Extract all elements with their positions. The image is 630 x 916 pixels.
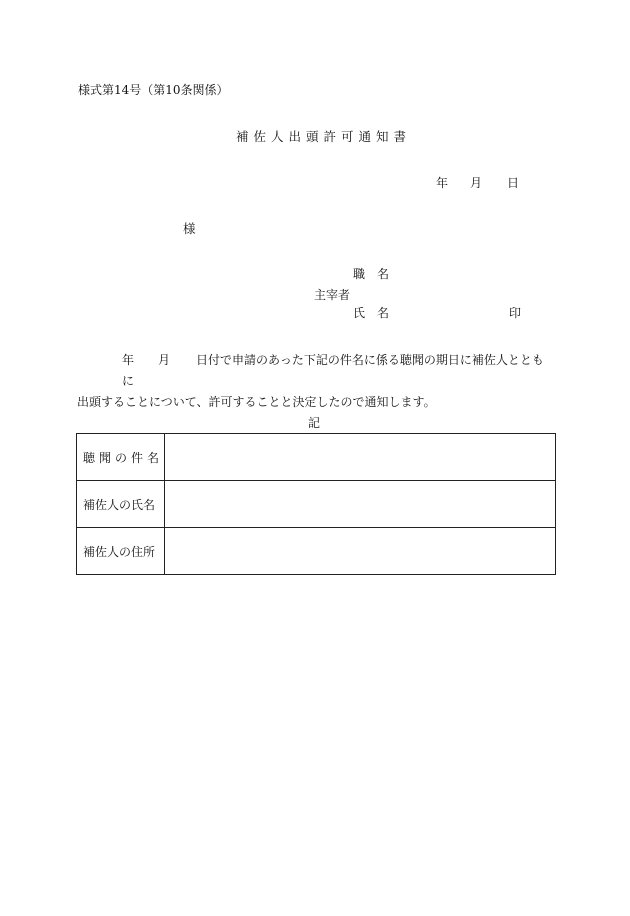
date-month-label: 月 xyxy=(470,176,483,190)
row-label-hearing-subject: 聴聞の件名 xyxy=(77,434,165,481)
body-year-label: 年 xyxy=(122,353,135,367)
body-text-line-2: 出頭することについて、許可することと決定したので通知します。 xyxy=(77,395,436,409)
document-title: 補佐人出頭許可通知書 xyxy=(236,129,412,144)
detail-table xyxy=(76,433,556,575)
recipient-honorific: 様 xyxy=(183,221,196,236)
table-row xyxy=(77,528,556,575)
sender-name-label: 氏名 xyxy=(353,306,402,320)
date-line xyxy=(436,177,519,189)
note-label: 記 xyxy=(308,416,321,430)
sender-position-label: 職名 xyxy=(353,267,402,281)
row-label-assistant-address: 補佐人の住所 xyxy=(77,528,165,575)
body-text-line-1: 日付で申請のあった下記の件名に係る聴聞の期日に補佐人とともに xyxy=(122,353,544,388)
row-label-assistant-name: 補佐人の氏名 xyxy=(77,481,165,528)
date-day-label: 日 xyxy=(507,176,520,190)
row-value-assistant-name[interactable] xyxy=(165,481,556,528)
row-value-hearing-subject[interactable] xyxy=(165,434,556,481)
body-month-label: 月 xyxy=(158,353,171,367)
sender-organizer-label: 主宰者 xyxy=(314,288,351,302)
table-row xyxy=(77,481,556,528)
date-year-label: 年 xyxy=(436,176,449,190)
form-number: 様式第14号（第10条関係） xyxy=(78,83,229,97)
body-paragraph xyxy=(77,350,555,413)
table-row xyxy=(77,434,556,481)
row-value-assistant-address[interactable] xyxy=(165,528,556,575)
seal-label: 印 xyxy=(509,306,522,320)
body-line-1 xyxy=(77,350,555,392)
